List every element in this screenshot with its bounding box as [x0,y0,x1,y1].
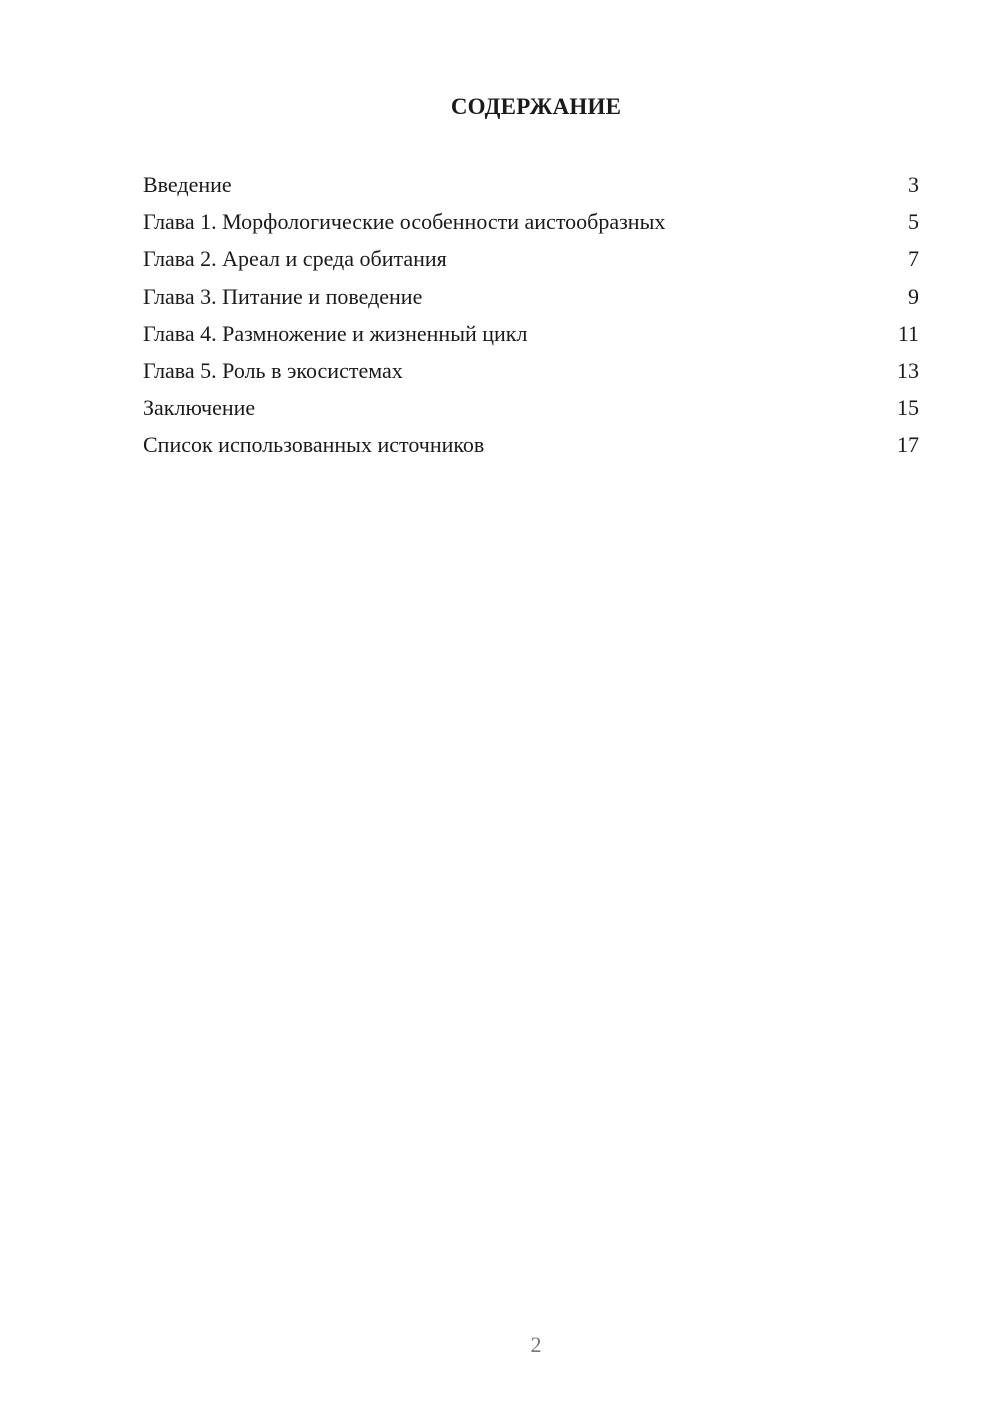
toc-item-label: Глава 5. Роль в экосистемах [143,357,403,383]
toc-item-label: Глава 2. Ареал и среда обитания [143,246,447,272]
toc-item-page: 7 [908,246,919,272]
page-title: СОДЕРЖАНИЕ [450,94,622,119]
toc-item-page: 11 [897,320,919,346]
toc-item-page: 9 [908,283,919,309]
table-of-contents [143,170,919,468]
toc-item-chapter-3 [143,282,919,319]
toc-item-page: 17 [897,432,919,458]
toc-item-conclusion [143,393,919,430]
toc-item-references [143,430,919,467]
toc-item-label: Заключение [143,395,256,421]
toc-item-label: Глава 1. Морфологические особенности аистообразных [143,209,666,235]
toc-item-label: Введение [143,172,232,197]
toc-item-page: 15 [897,395,919,421]
toc-item-label: Глава 4. Размножение и жизненный цикл [143,320,528,346]
toc-item-chapter-5 [143,356,919,393]
page-number: 2 [530,1332,542,1357]
toc-item-label: Глава 3. Питание и поведение [143,283,423,309]
toc-item-chapter-1 [143,207,919,244]
toc-item-introduction [143,170,919,207]
toc-item-label: Список использованных источников [143,432,485,458]
toc-item-page: 5 [908,209,919,235]
toc-item-chapter-4 [143,319,919,356]
toc-item-chapter-2 [143,244,919,281]
toc-item-page: 3 [908,172,919,197]
toc-item-page: 13 [897,357,919,383]
